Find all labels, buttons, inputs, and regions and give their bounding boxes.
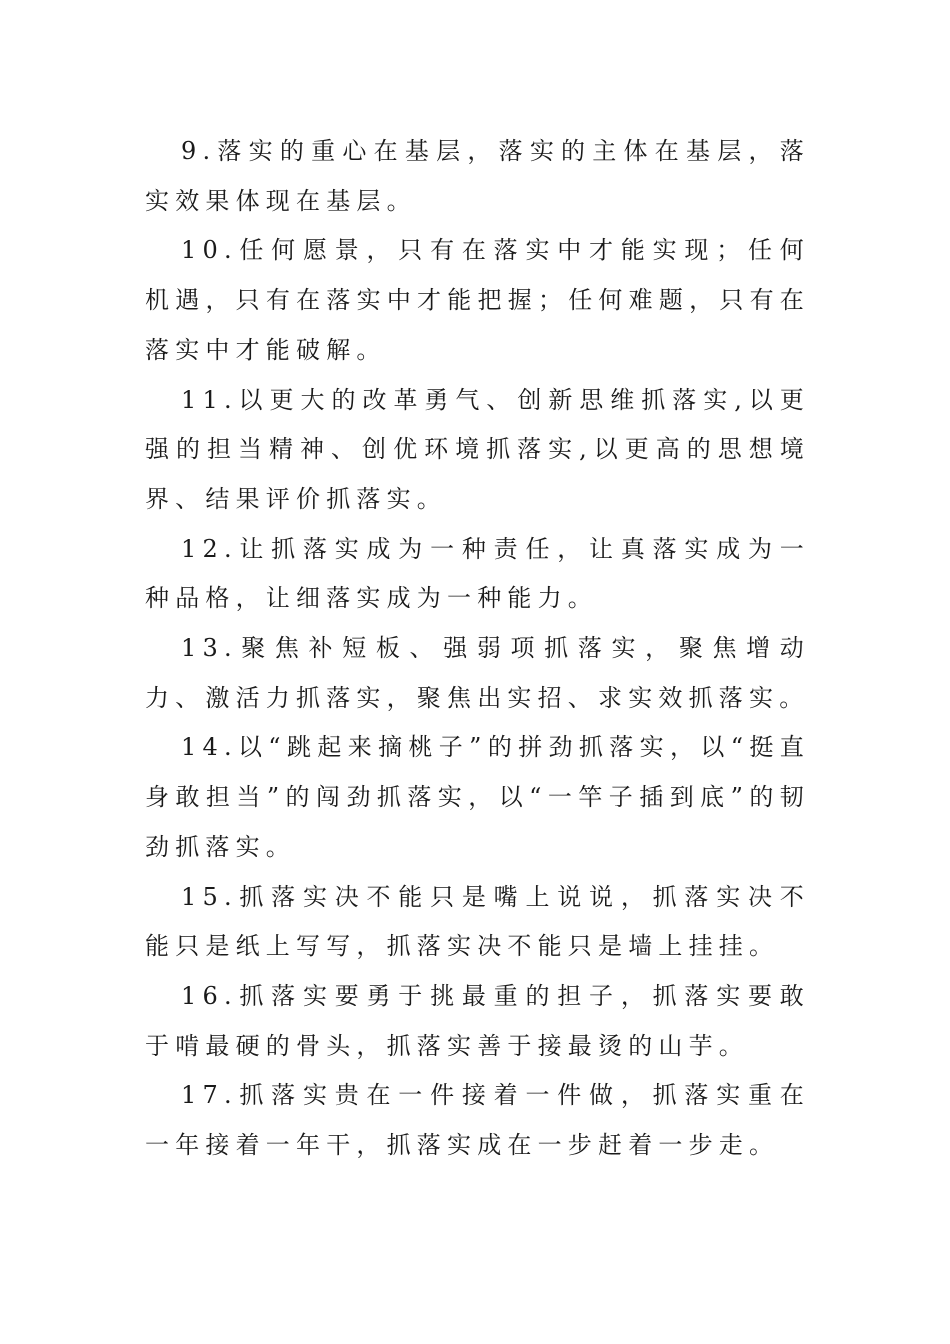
paragraph-10: 10.任何愿景，只有在落实中才能实现；任何机遇，只有在落实中才能把握；任何难题，只有在落实中才能破解。 bbox=[145, 236, 810, 364]
document-body bbox=[145, 127, 810, 1171]
paragraph-17: 17.抓落实贵在一件接着一件做，抓落实重在一年接着一年干，抓落实成在一步赶着一步走。 bbox=[145, 1081, 810, 1160]
paragraph-9: 9.落实的重心在基层，落实的主体在基层，落实效果体现在基层。 bbox=[145, 137, 810, 215]
paragraph-13: 13.聚焦补短板、强弱项抓落实，聚焦增动力、激活力抓落实，聚焦出实招、求实效抓落实。 bbox=[145, 634, 810, 712]
paragraph-14: 14.以“跳起来摘桃子”的拼劲抓落实，以“挺直身敢担当”的闯劲抓落实，以“一竿子插到底”的韧劲抓落实。 bbox=[145, 733, 810, 861]
paragraph-12: 12.让抓落实成为一种责任，让真落实成为一种品格，让细落实成为一种能力。 bbox=[145, 534, 810, 613]
paragraph-11: 11.以更大的改革勇气、创新思维抓落实,以更强的担当精神、创优环境抓落实,以更高的思想境界、结果评价抓落实。 bbox=[145, 385, 810, 513]
paragraph-15: 15.抓落实决不能只是嘴上说说，抓落实决不能只是纸上写写，抓落实决不能只是墙上挂挂。 bbox=[145, 882, 810, 961]
paragraph-16: 16.抓落实要勇于挑最重的担子，抓落实要敢于啃最硬的骨头，抓落实善于接最烫的山芋。 bbox=[145, 981, 810, 1060]
